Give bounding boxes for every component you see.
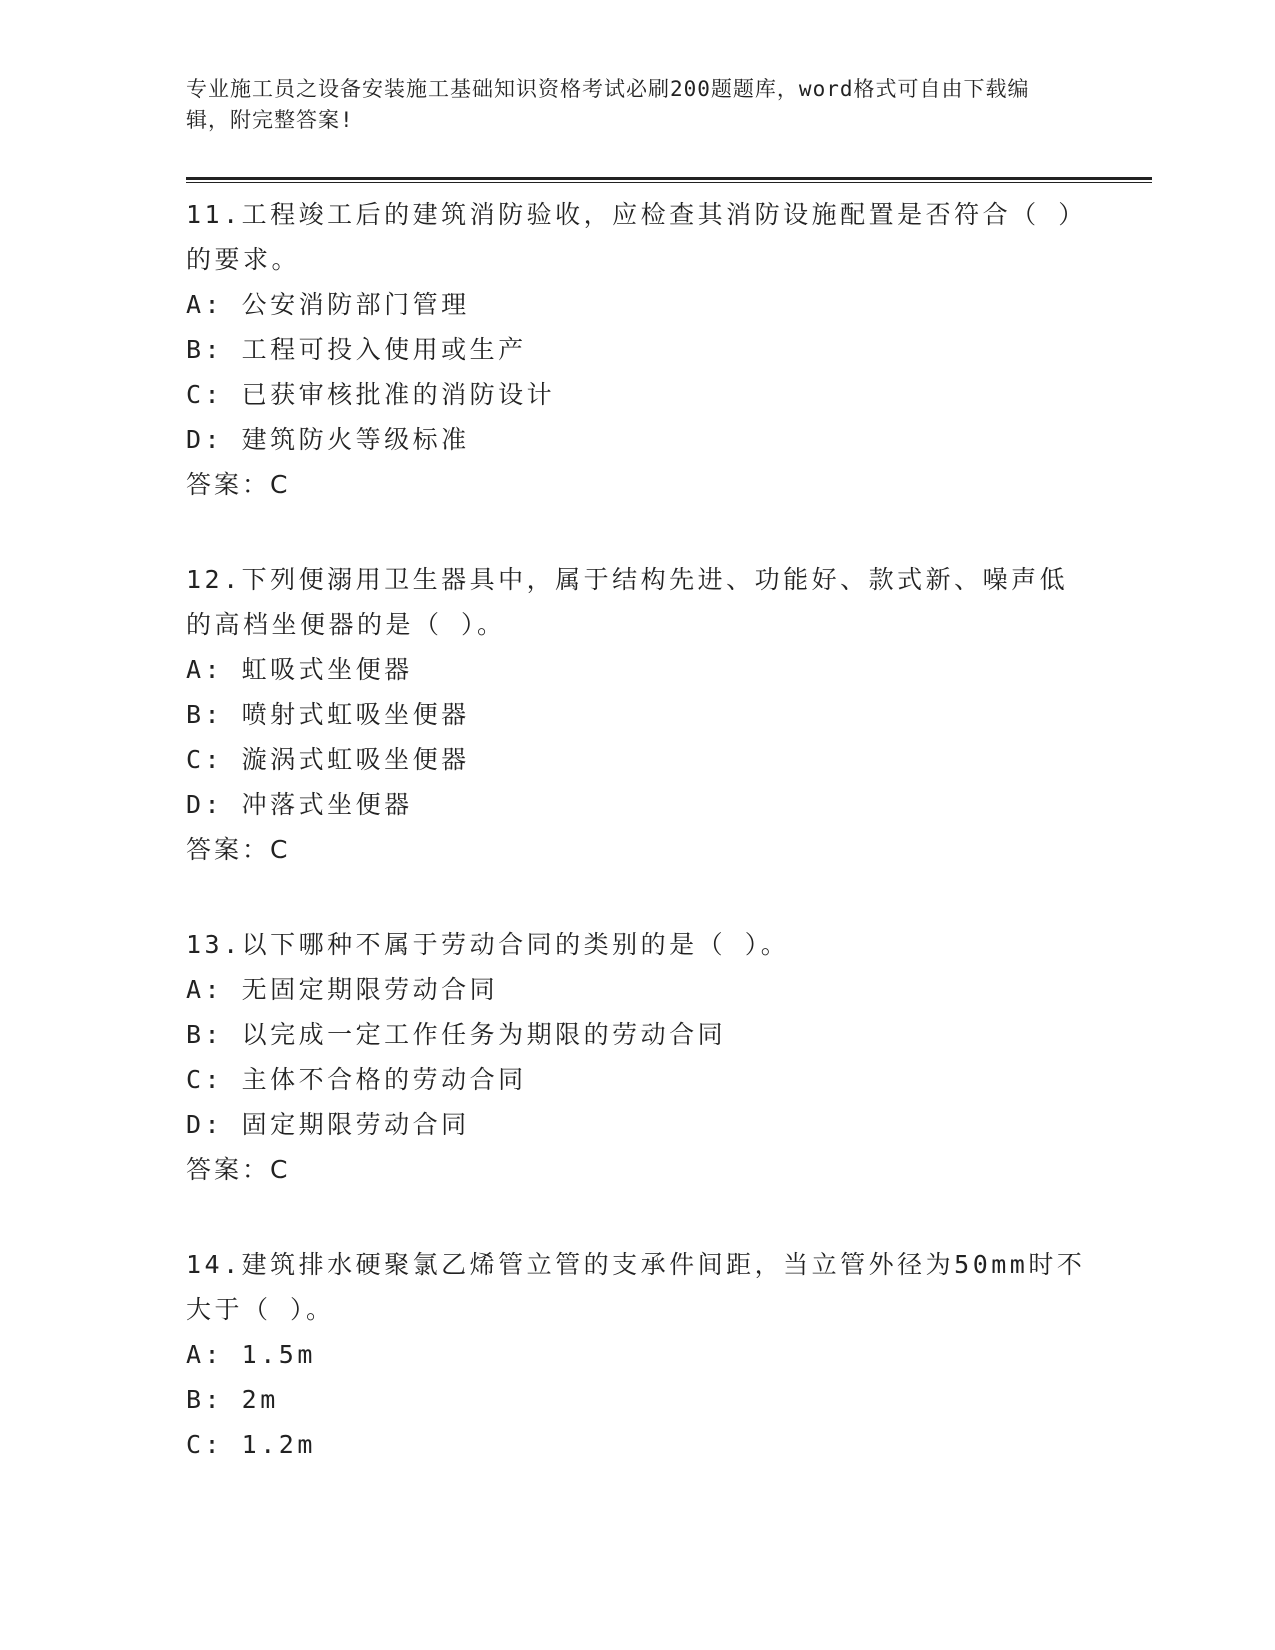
option-d	[186, 417, 1086, 462]
option-b	[186, 1377, 1086, 1422]
option-letter: B:	[186, 1020, 224, 1049]
option-letter: A:	[186, 655, 224, 684]
option-letter: D:	[186, 425, 224, 454]
question-text: 11.工程竣工后的建筑消防验收，应检查其消防设施配置是否符合（ ）的要求。	[186, 200, 1075, 274]
question-14	[186, 1242, 1086, 1467]
option-c	[186, 1422, 1086, 1467]
question-list	[186, 192, 1086, 1517]
option-letter: D:	[186, 1110, 224, 1139]
option-c	[186, 1057, 1086, 1102]
option-text: 1.2m	[241, 1430, 316, 1459]
option-text: 冲落式坐便器	[241, 790, 413, 819]
option-letter: C:	[186, 1430, 224, 1459]
option-text: 以完成一定工作任务为期限的劳动合同	[241, 1020, 727, 1049]
option-text: 虹吸式坐便器	[241, 655, 413, 684]
option-a	[186, 1332, 1086, 1377]
option-d	[186, 782, 1086, 827]
question-text: 12.下列便溺用卫生器具中，属于结构先进、功能好、款式新、噪声低的高档坐便器的是（ ）。	[186, 565, 1069, 639]
option-letter: C:	[186, 745, 224, 774]
option-letter: A:	[186, 1340, 224, 1369]
option-text: 漩涡式虹吸坐便器	[241, 745, 470, 774]
header-rule-thin	[186, 182, 1152, 183]
option-c	[186, 372, 1086, 417]
question-text: 13.以下哪种不属于劳动合同的类别的是（ ）。	[186, 930, 790, 959]
option-d	[186, 1102, 1086, 1147]
question-text: 14.建筑排水硬聚氯乙烯管立管的支承件间距，当立管外径为50mm时不大于（ ）。	[186, 1250, 1086, 1324]
option-text: 工程可投入使用或生产	[241, 335, 527, 364]
option-a	[186, 647, 1086, 692]
option-text: 建筑防火等级标准	[241, 425, 470, 454]
option-letter: A:	[186, 290, 224, 319]
option-letter: B:	[186, 700, 224, 729]
header-rule-thick	[186, 177, 1152, 180]
option-letter: C:	[186, 380, 224, 409]
option-text: 1.5m	[241, 1340, 316, 1369]
option-text: 固定期限劳动合同	[241, 1110, 470, 1139]
option-a	[186, 967, 1086, 1012]
question-12	[186, 557, 1086, 872]
option-text: 2m	[241, 1385, 279, 1414]
option-letter: D:	[186, 790, 224, 819]
option-a	[186, 282, 1086, 327]
option-text: 喷射式虹吸坐便器	[241, 700, 470, 729]
option-c	[186, 737, 1086, 782]
option-letter: A:	[186, 975, 224, 1004]
option-text: 已获审核批准的消防设计	[241, 380, 556, 409]
document-header: 专业施工员之设备安装施工基础知识资格考试必刷200题题库，word格式可自由下载编辑，附完整答案!	[186, 77, 1030, 132]
option-text: 无固定期限劳动合同	[241, 975, 499, 1004]
answer-line: 答案：C	[186, 835, 291, 864]
answer-line: 答案：C	[186, 470, 291, 499]
answer-line: 答案：C	[186, 1155, 291, 1184]
option-text: 公安消防部门管理	[241, 290, 470, 319]
option-letter: B:	[186, 1385, 224, 1414]
option-letter: B:	[186, 335, 224, 364]
question-11	[186, 192, 1086, 507]
option-b	[186, 692, 1086, 737]
option-b	[186, 1012, 1086, 1057]
option-b	[186, 327, 1086, 372]
question-13	[186, 922, 1086, 1192]
option-letter: C:	[186, 1065, 224, 1094]
option-text: 主体不合格的劳动合同	[241, 1065, 527, 1094]
